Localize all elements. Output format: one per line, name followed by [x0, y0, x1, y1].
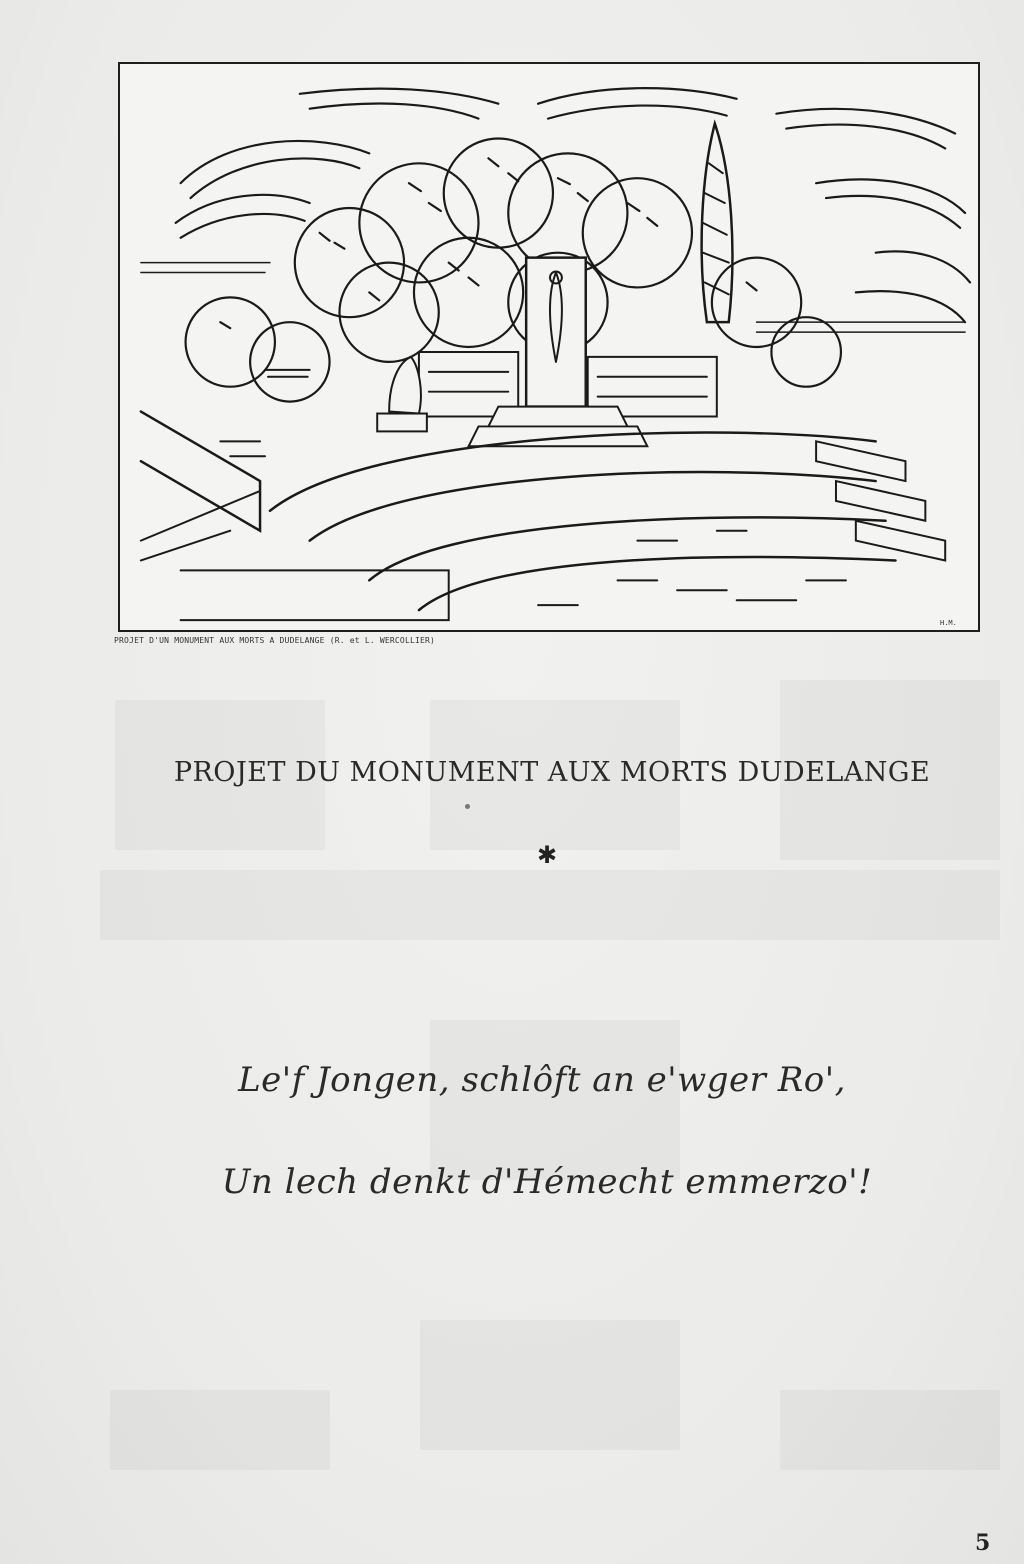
verse-line-2: Un lech denkt d'Hémecht emmerzo'! — [221, 1162, 873, 1202]
verse-line-1: Le'f Jongen, schlôft an e'wger Ro', — [238, 1060, 846, 1100]
monument-drawing — [120, 64, 978, 630]
bleed-through-block — [420, 1320, 680, 1450]
bleed-through-block — [110, 1390, 330, 1470]
decorative-dot — [465, 804, 470, 809]
bleed-through-block — [430, 1020, 680, 1180]
page-title: PROJET DU MONUMENT AUX MORTS DUDELANGE — [173, 757, 931, 788]
bleed-through-block — [100, 870, 1000, 940]
artist-signature: H.M. — [940, 619, 957, 627]
illustration-caption: PROJET D'UN MONUMENT AUX MORTS A DUDELANGE (R. et L. WERCOLLIER) — [114, 636, 436, 645]
star-ornament-icon: ✱ — [537, 841, 558, 869]
monument-illustration — [118, 62, 980, 632]
page-number: 5 — [975, 1530, 991, 1556]
bleed-through-block — [780, 1390, 1000, 1470]
